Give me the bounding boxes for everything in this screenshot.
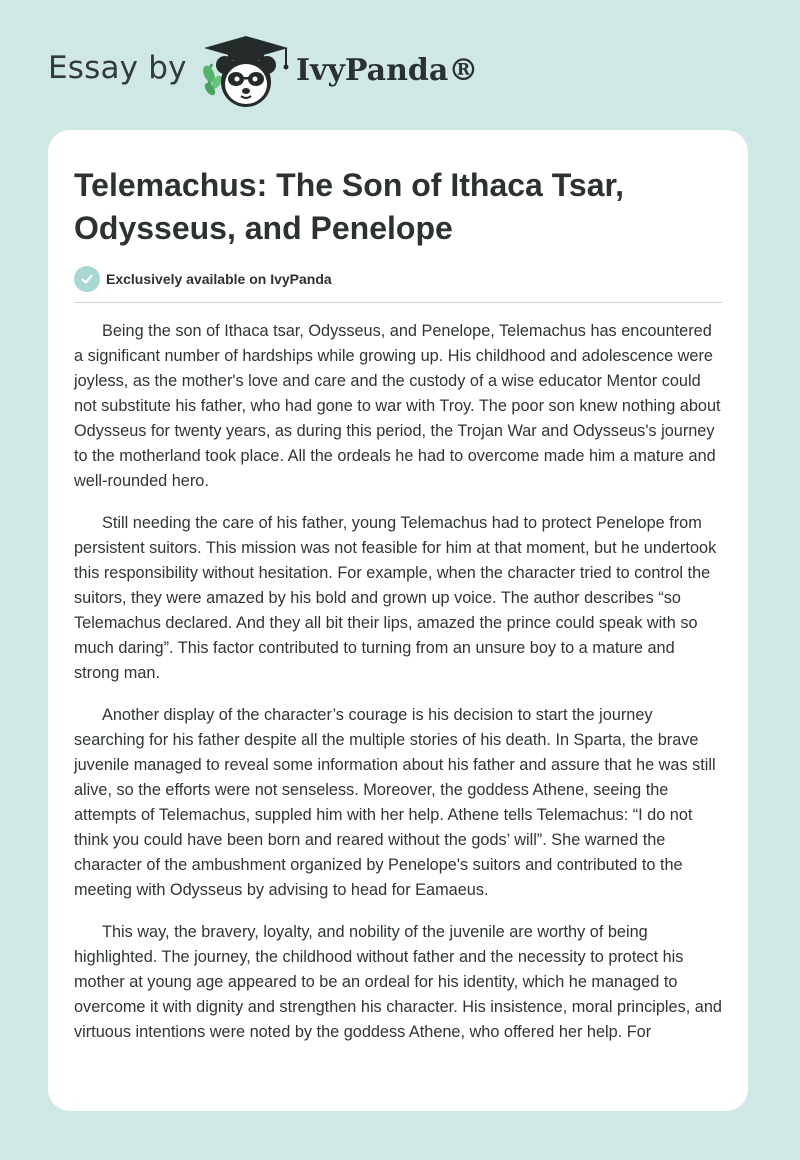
exclusive-label: Exclusively available on IvyPanda [106, 271, 332, 287]
essay-by-label: Essay by [48, 50, 187, 86]
paragraph: This way, the bravery, loyalty, and nobility of the juvenile are worthy of being highlighted. The journey, the childhood without father and the necessity to protect his mother at young age appeared to be an ordeal for his identity, which he managed to overcome it with dignity and strengthen his character. His insistence, moral principles, and virtuous intentions were noted by the goddess Athene, who offered her help. For [74, 923, 722, 1041]
panda-graduate-icon[interactable] [200, 34, 292, 110]
brand-name[interactable]: IvyPanda® [296, 53, 479, 88]
exclusive-badge [74, 266, 722, 292]
divider [74, 302, 722, 303]
paragraph: Being the son of Ithaca tsar, Odysseus, and Penelope, Telemachus has encountered a significant number of hardships while growing up. His childhood and adolescence were joyless, as the mother's love and care and the custody of a wise educator Mentor could not substitute his father, who had gone to war with Troy. The poor son knew nothing about Odysseus for twenty years, as during this period, the Trojan War and Odysseus's journey to the motherland took place. All the ordeals he had to overcome made him a mature and well-rounded hero. [74, 322, 721, 490]
page-title: Telemachus: The Son of Ithaca Tsar, Odysseus, and Penelope [74, 167, 625, 246]
paragraph: Still needing the care of his father, young Telemachus had to protect Penelope from persistent suitors. This mission was not feasible for him at that moment, but he undertook this responsibility without hesitation. For example, when the character tried to control the suitors, they were amazed by his bold and grown up voice. The author describes “so Telemachus declared. And they all bit their lips, amazed the prince could speak with so much daring”. This factor contributed to turning from an unsure boy to a mature and strong man. [74, 514, 717, 682]
check-icon [74, 266, 100, 292]
paragraph: Another display of the character’s courage is his decision to start the journey searching for his father despite all the multiple stories of his death. In Sparta, the brave juvenile managed to reveal some information about his father and assure that he was still alive, so the efforts were not senseless. Moreover, the goddess Athene, seeing the attempts of Telemachus, suppled him with her help. Athene tells Telemachus: “I do not think you could have been born and reared without the gods’ will”. She warned the character of the ambushment organized by Penelope's suitors and contributed to the meeting with Odysseus by advising to head for Eamaeus. [74, 706, 716, 899]
site-header [0, 0, 800, 130]
essay-body [74, 319, 722, 1045]
essay-card [48, 130, 748, 1111]
